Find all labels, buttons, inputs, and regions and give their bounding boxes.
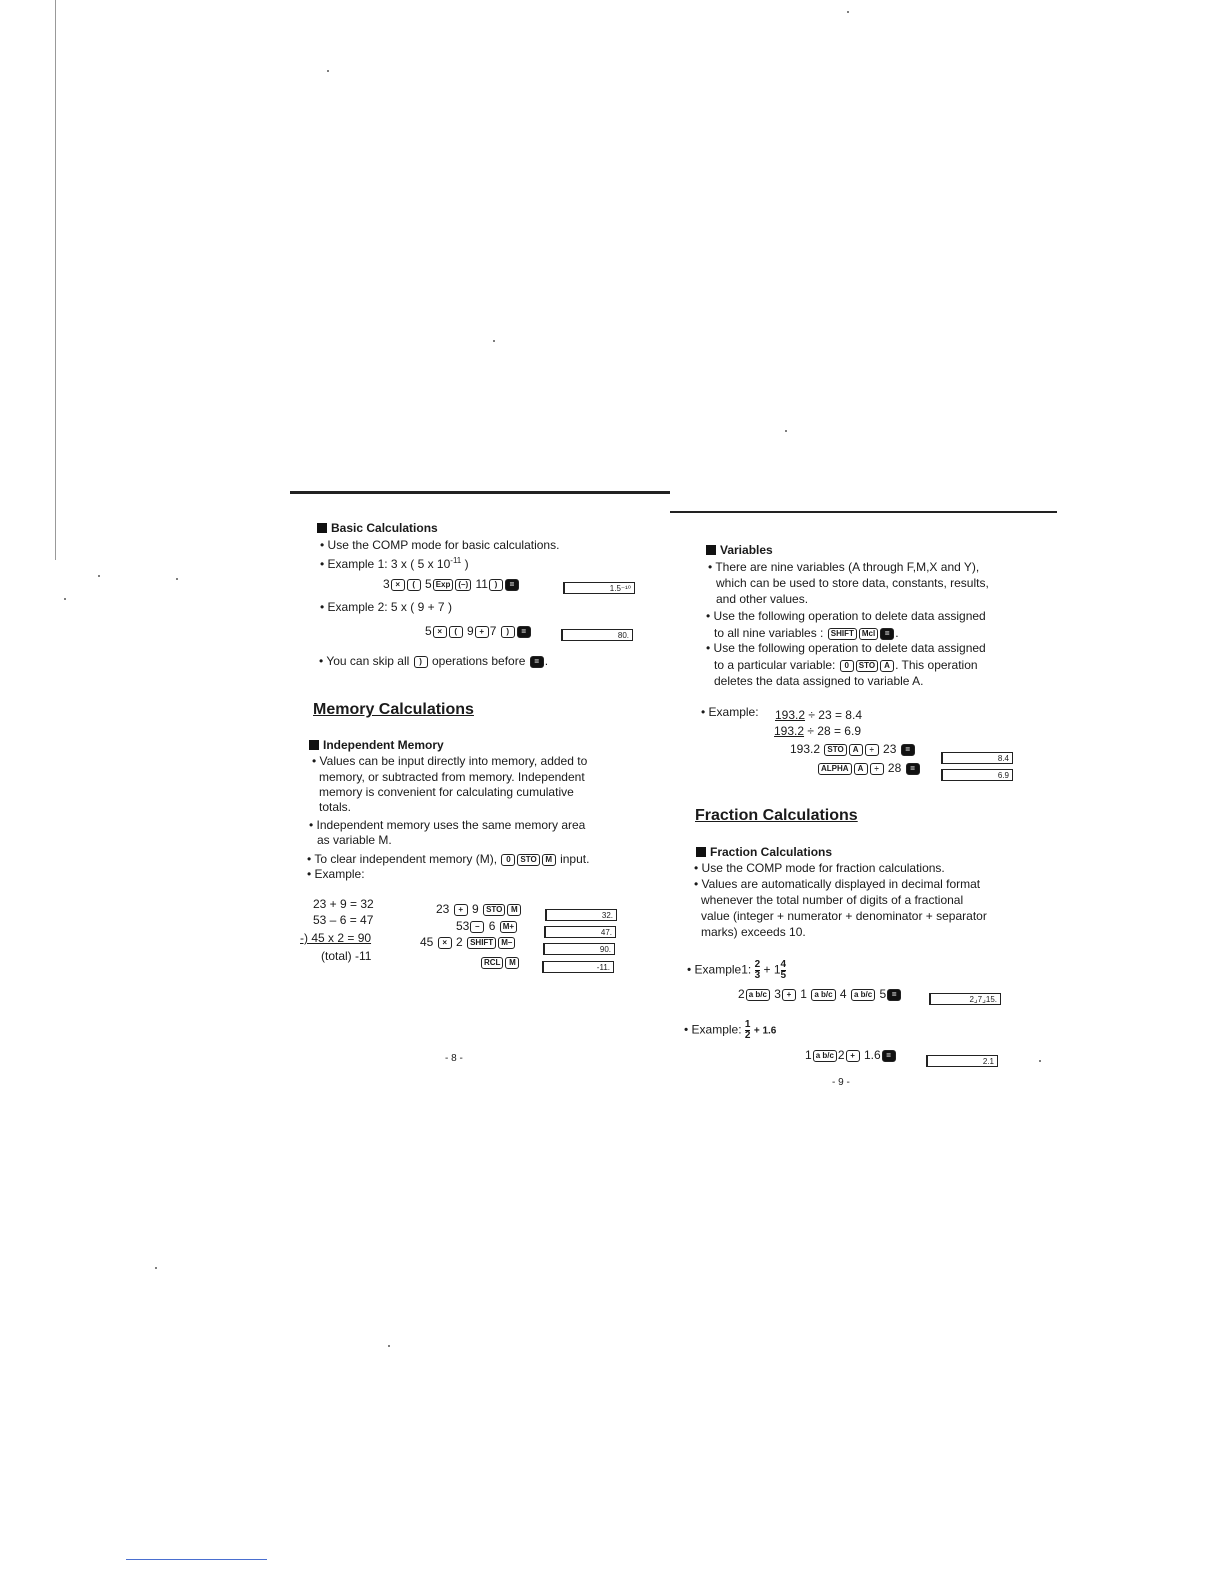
square-bullet-icon bbox=[696, 847, 706, 857]
key-sequence: 5 × ( 9 + 7 ) = bbox=[425, 624, 532, 638]
scan-speck bbox=[155, 1267, 157, 1269]
example-label: • Example1: $\frac{2}{3}$ + 1 $\frac{4}{5}$ bbox=[687, 959, 787, 981]
paragraph: memory, or subtracted from memory. Independent bbox=[319, 770, 585, 784]
calculator-display: -11. bbox=[542, 961, 614, 973]
paragraph: to a particular variable: 0 STO A . This operation bbox=[714, 658, 978, 672]
paragraph: • Independent memory uses the same memory area bbox=[309, 818, 586, 832]
paragraph: memory is convenient for calculating cumulative bbox=[319, 785, 574, 799]
page-number: - 8 - bbox=[445, 1053, 463, 1064]
example-label: • Example: $\frac{1}{2}$ + 1.6 bbox=[684, 1019, 777, 1041]
fraction: $\frac{4}{5}$ bbox=[780, 959, 787, 981]
square-bullet-icon bbox=[706, 545, 716, 555]
independent-memory-heading: Independent Memory bbox=[309, 738, 444, 752]
top-rule-left bbox=[290, 491, 670, 494]
calculator-display: 2⌟7⌟15. bbox=[929, 993, 1001, 1005]
scan-edge-line bbox=[126, 1559, 267, 1560]
key-sequence: RCL M bbox=[480, 955, 520, 969]
equation: 193.2 ÷ 28 = 6.9 bbox=[774, 724, 861, 738]
memory-calculations-title: Memory Calculations bbox=[313, 701, 474, 718]
top-rule-right bbox=[670, 511, 1057, 513]
scan-speck bbox=[1039, 1060, 1041, 1062]
key-sequence: 3 × ( 5 Exp (–) 11 ) = bbox=[383, 577, 520, 591]
fraction-calculations-title: Fraction Calculations bbox=[695, 807, 858, 824]
key-sequence: 53 – 6 M+ bbox=[456, 919, 518, 933]
paragraph: and other values. bbox=[716, 592, 809, 606]
key-sequence: 45 × 2 SHIFT M– bbox=[420, 935, 516, 949]
paragraph: which can be used to store data, constants, results, bbox=[716, 576, 989, 590]
calculator-display: 8.4 bbox=[941, 752, 1013, 764]
scan-speck bbox=[327, 70, 329, 72]
calculator-display: 1.5⁻¹⁰ bbox=[563, 582, 635, 594]
calculator-display: 90. bbox=[543, 943, 615, 955]
example-label: • Example: bbox=[701, 705, 759, 719]
equation: -) 45 x 2 = 90 bbox=[300, 931, 372, 945]
paragraph: deletes the data assigned to variable A. bbox=[714, 674, 924, 688]
paragraph: to all nine variables : SHIFT Mcl = . bbox=[714, 626, 899, 640]
paragraph: • Example: bbox=[307, 867, 365, 881]
equation: 193.2 ÷ 23 = 8.4 bbox=[775, 708, 862, 722]
paragraph: • Use the COMP mode for fraction calculations. bbox=[694, 861, 945, 875]
calculator-display: 2.1 bbox=[926, 1055, 998, 1067]
key-sequence: ALPHA A ÷ 28 = bbox=[817, 761, 921, 775]
paragraph: • Use the following operation to delete data assigned bbox=[706, 641, 986, 655]
key-sequence: 2 a b/c 3 + 1 a b/c 4 a b/c 5 = bbox=[738, 987, 902, 1001]
bullet-text: • Example 2: 5 x ( 9 + 7 ) bbox=[320, 600, 452, 614]
paragraph: value (integer + numerator + denominator + separator bbox=[701, 909, 987, 923]
calculator-display: 47. bbox=[544, 926, 616, 938]
paragraph: as variable M. bbox=[317, 833, 392, 847]
paragraph: whenever the total number of digits of a fractional bbox=[701, 893, 964, 907]
variables-heading: Variables bbox=[706, 543, 773, 557]
equation: (total) -11 bbox=[321, 949, 372, 963]
paragraph: • To clear independent memory (M), 0 STO M input. bbox=[307, 852, 590, 866]
equation: 23 + 9 = 32 bbox=[313, 897, 374, 911]
equation: 53 – 6 = 47 bbox=[313, 913, 374, 927]
square-bullet-icon bbox=[309, 740, 319, 750]
calculator-display: 32. bbox=[545, 909, 617, 921]
scan-edge-line bbox=[55, 0, 56, 560]
paragraph: • Values can be input directly into memory, added to bbox=[312, 754, 588, 768]
fraction-calculations-heading: Fraction Calculations bbox=[696, 845, 832, 859]
paragraph: • There are nine variables (A through F,M,X and Y), bbox=[708, 560, 980, 574]
key-sequence: 23 + 9 STO M bbox=[436, 902, 522, 916]
scan-speck bbox=[64, 598, 66, 600]
page-number: - 9 - bbox=[832, 1077, 850, 1088]
bullet-text: • Example 1: 3 x ( 5 x $10^{-11}$ ) bbox=[320, 556, 469, 571]
scan-speck bbox=[847, 11, 849, 13]
fraction: $\frac{2}{3}$ bbox=[754, 959, 761, 981]
scan-speck bbox=[388, 1345, 390, 1347]
paragraph: totals. bbox=[319, 800, 352, 814]
calculator-display: 80. bbox=[561, 629, 633, 641]
scan-speck bbox=[493, 340, 495, 342]
fraction: $\frac{1}{2}$ bbox=[744, 1019, 751, 1041]
paragraph: • Values are automatically displayed in decimal format bbox=[694, 877, 981, 891]
key-sequence: 1 a b/c 2 + 1.6 = bbox=[805, 1048, 897, 1062]
square-bullet-icon bbox=[317, 523, 327, 533]
bullet-text: • You can skip all ) operations before = . bbox=[319, 654, 549, 668]
bullet-text: • Use the COMP mode for basic calculations. bbox=[320, 538, 560, 552]
scan-speck bbox=[785, 430, 787, 432]
key-sequence: 193.2 STO A ÷ 23 = bbox=[790, 742, 916, 756]
paragraph: • Use the following operation to delete data assigned bbox=[706, 609, 986, 623]
paragraph: marks) exceeds 10. bbox=[701, 925, 806, 939]
scan-speck bbox=[176, 578, 178, 580]
scan-speck bbox=[98, 575, 100, 577]
calculator-display: 6.9 bbox=[941, 769, 1013, 781]
basic-calculations-heading: Basic Calculations bbox=[317, 521, 438, 535]
